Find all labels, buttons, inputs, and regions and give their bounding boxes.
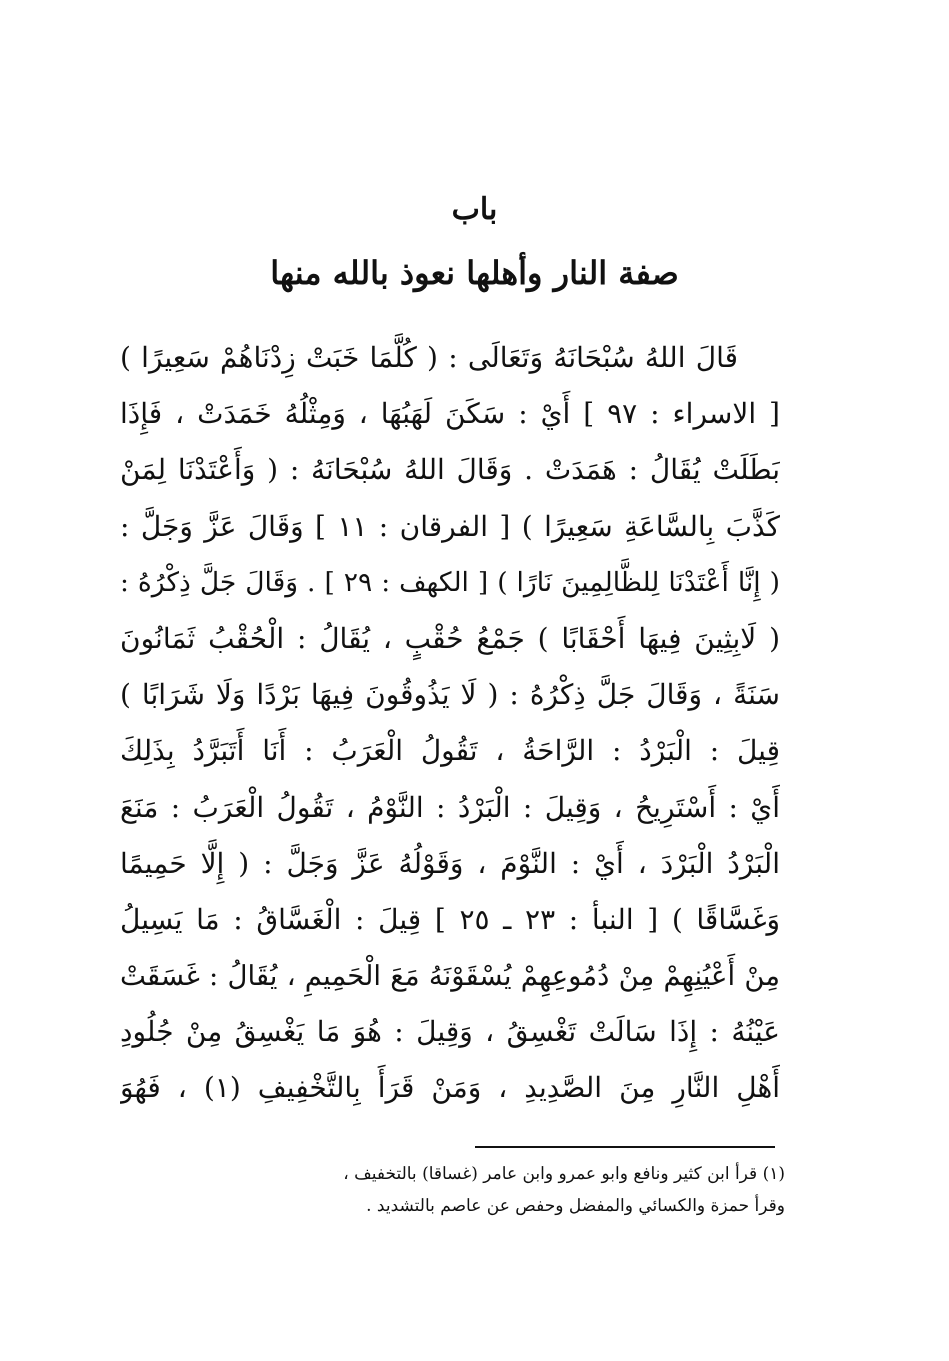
body-line: عَيْنُهُ : إِذَا سَالَتْ تَغْسِقُ ، وَقِيلَ : هُوَ مَا يَغْسِقُ مِنْ جُلُودِ: [120, 1015, 780, 1049]
body-text: [120, 330, 780, 1117]
body-line: كَذَّبَ بِالسَّاعَةِ سَعِيرًا ) [ الفرقان : ١١ ] وَقَالَ عَزَّ وَجَلَّ :: [120, 509, 780, 543]
body-line: الْبَرْدُ الْبَرْدَ ، أَيْ : النَّوْمَ ، وَقَوْلُهُ عَزَّ وَجَلَّ : ( إِلَّا حَمِيمًا: [120, 846, 780, 880]
footnote-line: (١) قرأ ابن كثير ونافع وابو عمرو وابن عامر (غساقا) بالتخفيف ،: [343, 1164, 785, 1184]
body-line: قِيلَ : الْبَرْدُ : الرَّاحَةُ ، تَقُولُ الْعَرَبُ : أَنَا أَتَبَرَّدُ بِذَلِكَ: [120, 734, 780, 768]
footnotes: [240, 1158, 785, 1222]
chapter-label: باب: [451, 192, 498, 227]
body-line: ( إِنَّا أَعْتَدْنَا لِلظَّالِمِينَ نَارًا ) [ الكهف : ٢٩ ] . وَقَالَ جَلَّ ذِكْرُهُ :: [120, 566, 780, 598]
footnote-line: وقرأ حمزة والكسائي والمفضل وحفص عن عاصم بالتشديد .: [366, 1196, 785, 1216]
body-line: [ الاسراء : ٩٧ ] أَيْ : سَكَنَ لَهَبُهَا ، وَمِثْلُهُ خَمَدَتْ ، فَإِذَا: [120, 397, 780, 431]
body-line: قَالَ اللهُ سُبْحَانَهُ وَتَعَالَى : ( كُلَّمَا خَبَتْ زِدْنَاهُمْ سَعِيرًا ): [120, 341, 738, 374]
chapter-title: صفة النار وأهلها نعوذ بالله منها: [270, 254, 679, 292]
body-line: أَهْلِ النَّارِ مِنَ الصَّدِيدِ ، وَمَنْ قَرَأَ بِالتَّخْفِيفِ (١) ، فَهُوَ: [120, 1071, 780, 1105]
footnote-divider: [475, 1146, 775, 1148]
body-line: ( لَابِثِينَ فِيهَا أَحْقَابًا ) جَمْعُ حُقْبٍ ، يُقَالُ : الْحُقْبُ ثَمَانُونَ: [120, 621, 780, 655]
body-line: مِنْ أَعْيُنِهِمْ مِنْ دُمُوعِهِمْ يُسْقَوْنَهُ مَعَ الْحَمِيمِ ، يُقَالُ : غَسَقَتْ: [120, 960, 780, 993]
body-line: أَيْ : أَسْتَرِيحُ ، وَقِيلَ : الْبَرْدُ : النَّوْمُ ، تَقُولُ الْعَرَبُ : مَنَعَ: [120, 790, 780, 824]
body-line: بَطَلَتْ يُقَالُ : هَمَدَتْ . وَقَالَ اللهُ سُبْحَانَهُ : ( وَأَعْتَدْنَا لِمَنْ: [120, 453, 780, 487]
body-line: سَنَةً ، وَقَالَ جَلَّ ذِكْرُهُ : ( لَا يَذُوقُونَ فِيهَا بَرْدًا وَلَا شَرَابًا ): [120, 678, 780, 712]
body-line: وَغَسَّاقًا ) [ النبأ : ٢٣ ـ ٢٥ ] قِيلَ : الْغَسَّاقُ : مَا يَسِيلُ: [120, 902, 780, 936]
